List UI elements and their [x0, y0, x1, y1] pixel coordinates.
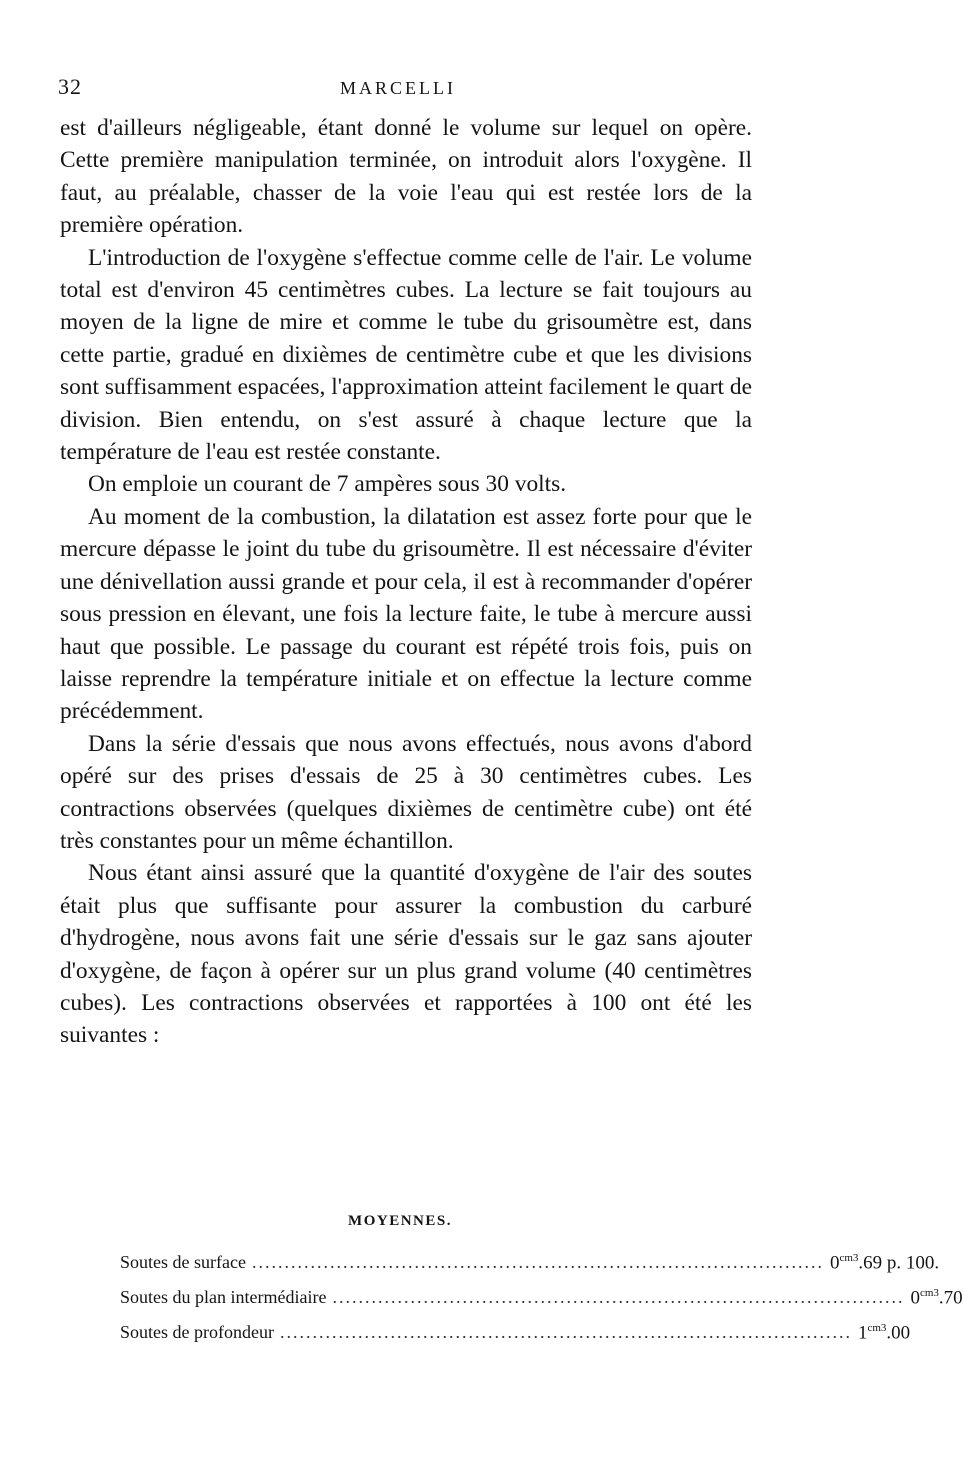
paragraph: On emploie un courant de 7 ampères sous 30 volts. [88, 471, 567, 498]
table-row [120, 1252, 940, 1287]
dot-leader: ........................................................................................ [332, 1287, 905, 1308]
dot-leader: ........................................................................................ [279, 1322, 852, 1343]
table-title: MOYENNES. [348, 1213, 452, 1229]
unit-superscript: cm3 [839, 1252, 859, 1264]
paragraph: est d'ailleurs négligeable, étant donné le volume sur lequel on opère. Cette première manipulation terminée, on introduit alors l'oxygène. Il faut, au préalable, chasser de la voie l'eau qui est restée lors de la première opération. [60, 115, 752, 239]
row-value: $0^{cm3}.69$ p. 100. [829, 1252, 940, 1274]
table-row [120, 1287, 963, 1322]
unit-superscript: cm3 [867, 1322, 887, 1334]
row-value: $1^{cm3}.00$ [857, 1322, 911, 1344]
paragraph: Dans la série d'essais que nous avons effectués, nous avons d'abord opéré sur des prises d'essais de 25 à 30 centimètres cubes. Les contractions observées (quelques dixièmes de centimètre cube) ont été très constantes pour un même échantillon. [60, 730, 752, 854]
table-row [120, 1322, 911, 1357]
page-header [58, 74, 740, 110]
page-number: 32 [58, 74, 82, 99]
running-head: MARCELLI [340, 78, 456, 98]
means-table [120, 1252, 963, 1357]
row-value: $0^{cm3}.70$ [910, 1287, 963, 1309]
unit-superscript: cm3 [919, 1287, 939, 1299]
row-label: Soutes de surface [120, 1252, 246, 1273]
row-label: Soutes de profondeur [120, 1322, 274, 1343]
paragraph: Nous étant ainsi assuré que la quantité d'oxygène de l'air des soutes était plus que suffisante pour assurer la combustion du carburé d'hydrogène, nous avons fait une série d'essais sur le gaz sans ajouter d'oxygène, de façon à opérer sur un plus grand volume (40 centimètres cubes). Les contractions observées et rapportées à 100 ont été les suivantes : [60, 860, 752, 1049]
dot-leader: ........................................................................................ [251, 1252, 824, 1273]
body-text [60, 112, 752, 1052]
row-label: Soutes du plan intermédiaire [120, 1287, 327, 1308]
paragraph: Au moment de la combustion, la dilatation est assez forte pour que le mercure dépasse le joint du tube du grisoumètre. Il est nécessaire d'éviter une dénivellation aussi grande et pour cela, il est à recommander d'opérer sous pression en élevant, une fois la lecture faite, le tube à mercure aussi haut que possible. Le passage du courant est répété trois fois, puis on laisse reprendre la température initiale et on effectue la lecture comme précédemment. [60, 503, 752, 725]
paragraph: L'introduction de l'oxygène s'effectue comme celle de l'air. Le volume total est d'environ 45 centimètres cubes. La lecture se fait toujours au moyen de la ligne de mire et comme le tube du grisoumètre est, dans cette partie, gradué en dixièmes de centimètre cube et que les divisions sont suffisamment espacées, l'approximation atteint facilement le quart de division. Bien entendu, on s'est assuré à chaque lecture que la température de l'eau est restée constante. [60, 244, 752, 466]
